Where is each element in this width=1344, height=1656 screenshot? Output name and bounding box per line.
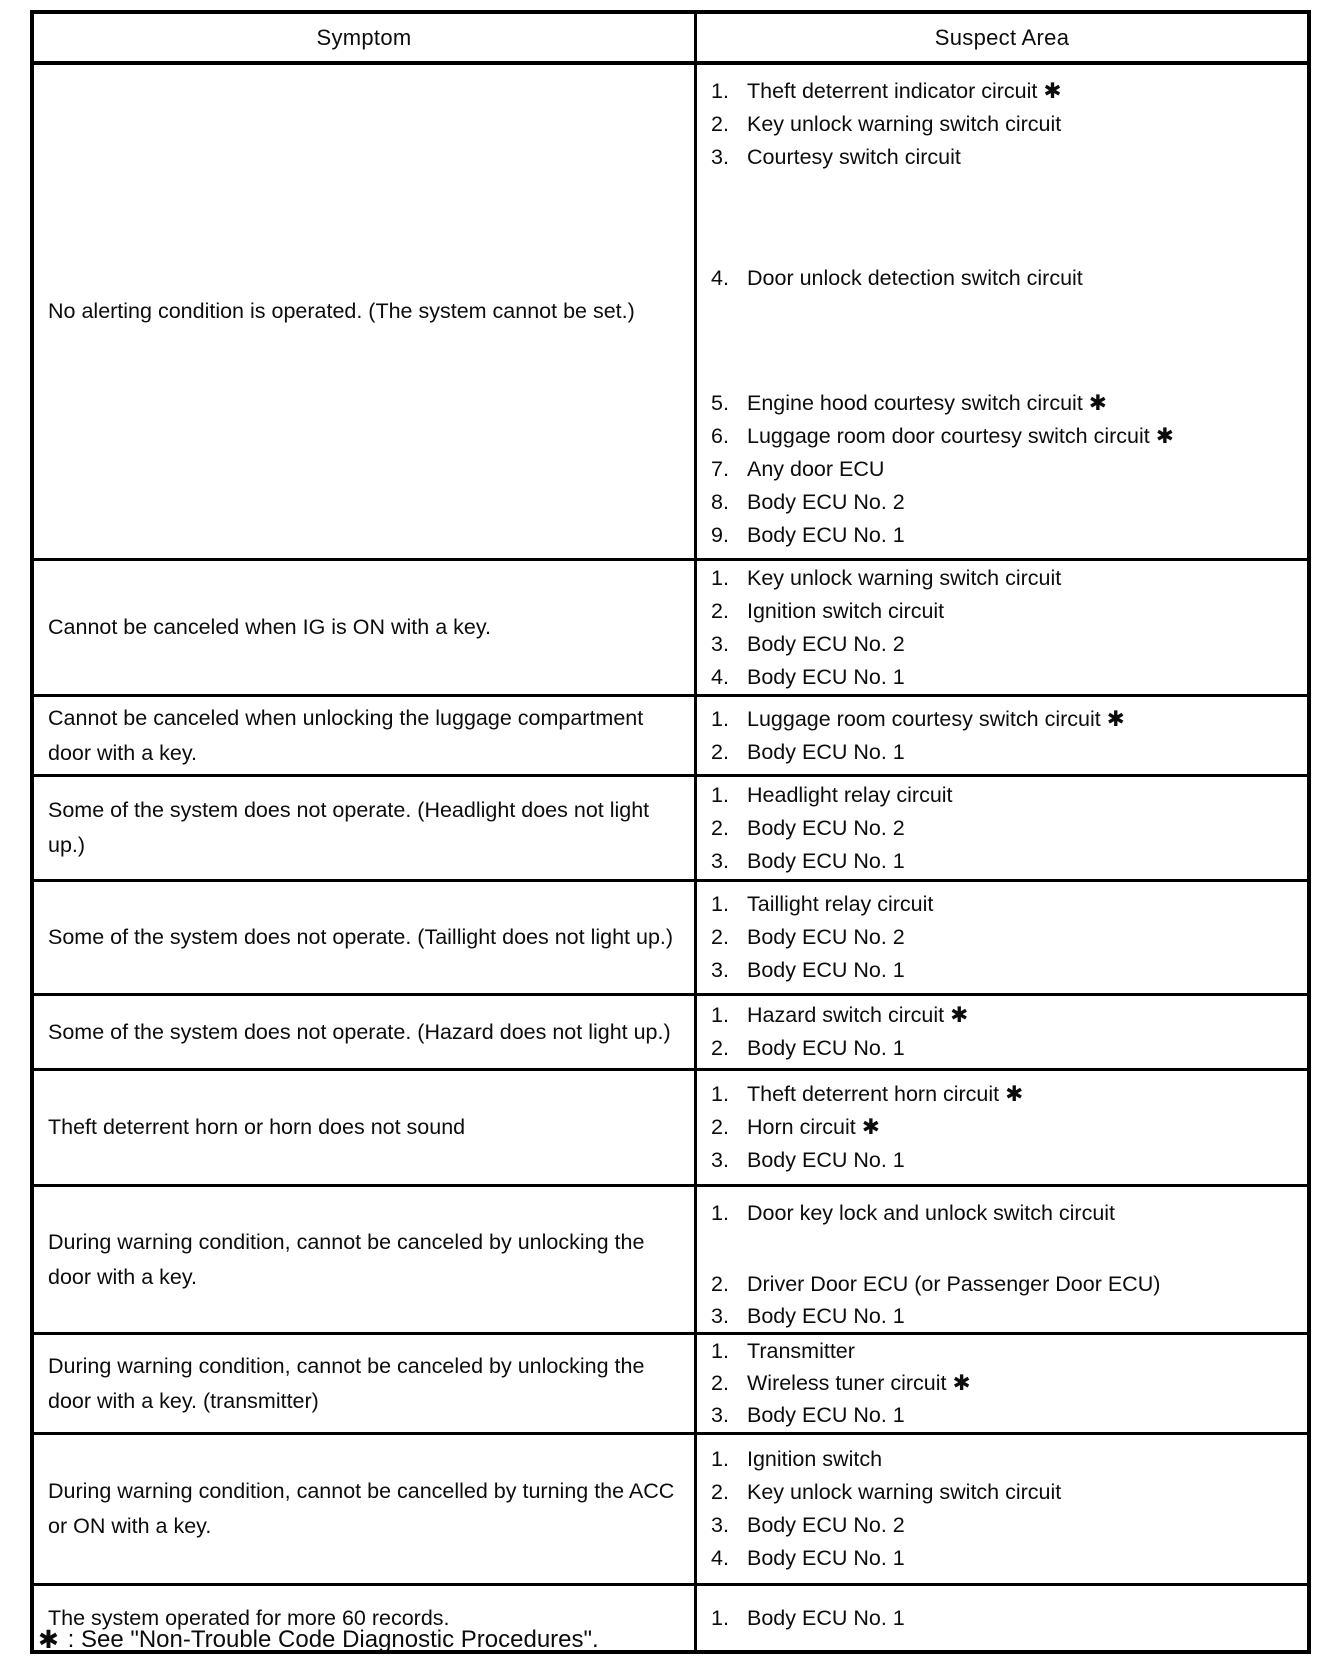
item-text: Door unlock detection switch circuit — [747, 266, 1083, 290]
suspect-item — [711, 1078, 1301, 1111]
suspect-item — [711, 1443, 1301, 1476]
suspect-item — [711, 845, 1301, 878]
item-number: 1. — [711, 782, 729, 807]
symptom-cell — [34, 561, 697, 694]
symptom-cell — [34, 1187, 697, 1332]
suspect-item — [711, 1197, 1301, 1229]
suspect-item — [711, 661, 1301, 694]
suspect-cell — [697, 1071, 1307, 1184]
item-text: Body ECU No. 1 — [747, 1605, 905, 1630]
suspect-item — [711, 1300, 1301, 1332]
item-number: 1. — [711, 1447, 729, 1471]
suspect-item — [711, 108, 1301, 141]
suspect-item — [711, 1476, 1301, 1509]
symptom-cell — [34, 697, 697, 774]
item-number: 1. — [711, 1003, 729, 1027]
symptom-cell — [34, 1435, 697, 1583]
item-text: Body ECU No. 1 — [747, 1403, 905, 1427]
suspect-item — [711, 954, 1301, 987]
symptom-cell — [34, 996, 697, 1068]
suspect-item — [711, 1542, 1301, 1575]
item-number: 6. — [711, 424, 729, 448]
item-number: 3. — [711, 1403, 729, 1427]
symptom-text: The system operated for more 60 records. — [48, 1605, 450, 1630]
item-text: Engine hood courtesy switch circuit ✱ — [747, 391, 1107, 415]
suspect-item — [711, 921, 1301, 954]
suspect-item — [711, 736, 1301, 769]
suspect-item — [711, 779, 1301, 812]
item-number: 1. — [711, 79, 729, 103]
item-number: 2. — [711, 1271, 729, 1296]
item-number: 3. — [711, 1303, 729, 1328]
item-text: Body ECU No. 1 — [747, 739, 905, 764]
item-number: 2. — [711, 1371, 729, 1395]
item-text: Taillight relay circuit — [747, 892, 934, 916]
suspect-item — [711, 628, 1301, 661]
item-text: Body ECU No. 1 — [747, 1036, 905, 1060]
item-number: 3. — [711, 848, 729, 873]
item-number: 3. — [711, 1148, 729, 1172]
symptom-cell — [34, 1335, 697, 1432]
header-suspect-area-label: Suspect Area — [934, 24, 1070, 50]
item-number: 3. — [711, 1513, 729, 1537]
suspect-item — [711, 888, 1301, 921]
table-row — [34, 1071, 1307, 1187]
item-text: Body ECU No. 1 — [747, 664, 905, 689]
suspect-item — [711, 999, 1301, 1032]
suspect-item — [711, 486, 1301, 519]
item-text: Key unlock warning switch circuit — [747, 565, 1062, 590]
item-number: 1. — [711, 892, 729, 916]
symptom-text: During warning condition, cannot be cancelled by turning the ACC — [48, 1479, 675, 1503]
suspect-item — [711, 812, 1301, 845]
symptom-text: Cannot be canceled when IG is ON with a key. — [48, 615, 491, 639]
header-symptom-label: Symptom — [316, 24, 412, 50]
item-number: 3. — [711, 631, 729, 656]
suspect-item — [711, 1032, 1301, 1065]
symptom-text: Cannot be canceled when unlocking the luggage compartment — [48, 705, 644, 730]
suspect-item — [711, 75, 1301, 108]
item-text: Ignition switch circuit — [747, 598, 945, 623]
suspect-item — [711, 595, 1301, 628]
suspect-item — [711, 1336, 1301, 1368]
item-number: 2. — [711, 1115, 729, 1139]
item-text: Theft deterrent indicator circuit ✱ — [747, 79, 1062, 103]
item-number: 9. — [711, 523, 729, 547]
suspect-item — [711, 1268, 1301, 1300]
suspect-item — [711, 262, 1301, 295]
item-text: Body ECU No. 2 — [747, 815, 905, 840]
table-row — [34, 65, 1307, 561]
suspect-cell — [697, 561, 1307, 694]
item-text: Ignition switch — [747, 1447, 883, 1471]
item-text: Body ECU No. 2 — [747, 490, 905, 514]
table-row — [34, 882, 1307, 996]
item-text: Body ECU No. 2 — [747, 631, 905, 656]
item-text: Wireless tuner circuit ✱ — [747, 1371, 971, 1395]
symptom-cell — [34, 1071, 697, 1184]
item-number: 7. — [711, 457, 729, 481]
suspect-cell — [697, 996, 1307, 1068]
table-header-row — [34, 14, 1307, 65]
table-row — [34, 777, 1307, 882]
table-row — [34, 1435, 1307, 1586]
item-number: 1. — [711, 1200, 729, 1225]
symptom-text: Theft deterrent horn or horn does not sound — [48, 1115, 466, 1139]
suspect-item — [711, 1144, 1301, 1177]
item-number: 3. — [711, 958, 729, 982]
item-text: Courtesy switch circuit — [747, 145, 961, 169]
suspect-item — [711, 1368, 1301, 1400]
item-number: 2. — [711, 815, 729, 840]
symptom-suspect-table — [30, 10, 1311, 1654]
item-number: 4. — [711, 664, 729, 689]
table-row — [34, 697, 1307, 777]
suspect-cell — [697, 1187, 1307, 1332]
symptom-text: No alerting condition is operated. (The system cannot be set.) — [48, 299, 635, 323]
table-row — [34, 1335, 1307, 1435]
item-number: 5. — [711, 391, 729, 415]
item-text: Horn circuit ✱ — [747, 1115, 880, 1139]
symptom-cell — [34, 777, 697, 879]
suspect-item — [711, 420, 1301, 453]
item-text: Body ECU No. 1 — [747, 1303, 905, 1328]
item-text: Body ECU No. 1 — [747, 1546, 905, 1570]
suspect-item — [711, 1111, 1301, 1144]
item-text: Luggage room courtesy switch circuit ✱ — [747, 706, 1125, 731]
symptom-text: Some of the system does not operate. (Headlight does not light — [48, 798, 650, 822]
suspect-item — [711, 141, 1301, 174]
item-text: Body ECU No. 1 — [747, 1148, 905, 1172]
item-text: Body ECU No. 1 — [747, 958, 905, 982]
suspect-cell — [697, 1335, 1307, 1432]
suspect-cell — [697, 65, 1307, 558]
item-text: Body ECU No. 2 — [747, 1513, 905, 1537]
suspect-cell — [697, 1586, 1307, 1650]
suspect-item — [711, 1509, 1301, 1542]
item-text: Body ECU No. 1 — [747, 848, 905, 873]
footnote — [38, 1625, 599, 1655]
suspect-cell — [697, 1435, 1307, 1583]
suspect-item — [711, 1602, 1301, 1635]
table-row — [34, 561, 1307, 697]
item-number: 2. — [711, 739, 729, 764]
item-number: 4. — [711, 266, 729, 290]
symptom-cell — [34, 65, 697, 558]
symptom-text: or ON with a key. — [48, 1514, 212, 1538]
item-text: Body ECU No. 2 — [747, 925, 905, 949]
asterisk-icon: ✱ — [38, 1626, 59, 1654]
symptom-text: door with a key. — [48, 740, 197, 765]
symptom-text: up.) — [48, 833, 86, 857]
suspect-cell — [697, 777, 1307, 879]
item-number: 2. — [711, 925, 729, 949]
item-text: Key unlock warning switch circuit — [747, 112, 1062, 136]
item-text: Door key lock and unlock switch circuit — [747, 1200, 1116, 1225]
header-symptom — [34, 14, 697, 61]
table-row — [34, 996, 1307, 1071]
item-text: Body ECU No. 1 — [747, 523, 905, 547]
symptom-text: During warning condition, cannot be canceled by unlocking the — [48, 1229, 645, 1254]
item-number: 1. — [711, 565, 729, 590]
item-number: 1. — [711, 706, 729, 731]
item-text: Transmitter — [747, 1339, 855, 1363]
suspect-item — [711, 703, 1301, 736]
symptom-text: Some of the system does not operate. (Taillight does not light up.) — [48, 925, 674, 949]
item-text: Headlight relay circuit — [747, 782, 953, 807]
suspect-item — [711, 1400, 1301, 1432]
item-text: Luggage room door courtesy switch circuit ✱ — [747, 424, 1174, 448]
item-text: Hazard switch circuit ✱ — [747, 1003, 969, 1027]
suspect-item — [711, 562, 1301, 595]
item-text: Any door ECU — [747, 457, 885, 481]
suspect-item — [711, 453, 1301, 486]
footnote-text: : See "Non-Trouble Code Diagnostic Procedures". — [60, 1626, 599, 1653]
item-number: 1. — [711, 1605, 729, 1630]
symptom-text: door with a key. (transmitter) — [48, 1388, 319, 1413]
item-text: Theft deterrent horn circuit ✱ — [747, 1082, 1024, 1106]
item-text: Key unlock warning switch circuit — [747, 1480, 1062, 1504]
suspect-item — [711, 387, 1301, 420]
symptom-text: door with a key. — [48, 1264, 197, 1289]
symptom-text: During warning condition, cannot be canceled by unlocking the — [48, 1353, 645, 1378]
item-number: 1. — [711, 1339, 729, 1363]
item-number: 1. — [711, 1082, 729, 1106]
item-number: 2. — [711, 112, 729, 136]
item-number: 8. — [711, 490, 729, 514]
item-number: 2. — [711, 1480, 729, 1504]
item-text: Driver Door ECU (or Passenger Door ECU) — [747, 1271, 1161, 1296]
item-number: 2. — [711, 598, 729, 623]
header-suspect-area — [697, 14, 1307, 61]
table-row — [34, 1187, 1307, 1335]
suspect-cell — [697, 697, 1307, 774]
item-number: 4. — [711, 1546, 729, 1570]
item-number: 3. — [711, 145, 729, 169]
symptom-text: Some of the system does not operate. (Hazard does not light up.) — [48, 1019, 671, 1044]
suspect-cell — [697, 882, 1307, 993]
symptom-cell — [34, 882, 697, 993]
item-number: 2. — [711, 1036, 729, 1060]
suspect-item — [711, 519, 1301, 552]
